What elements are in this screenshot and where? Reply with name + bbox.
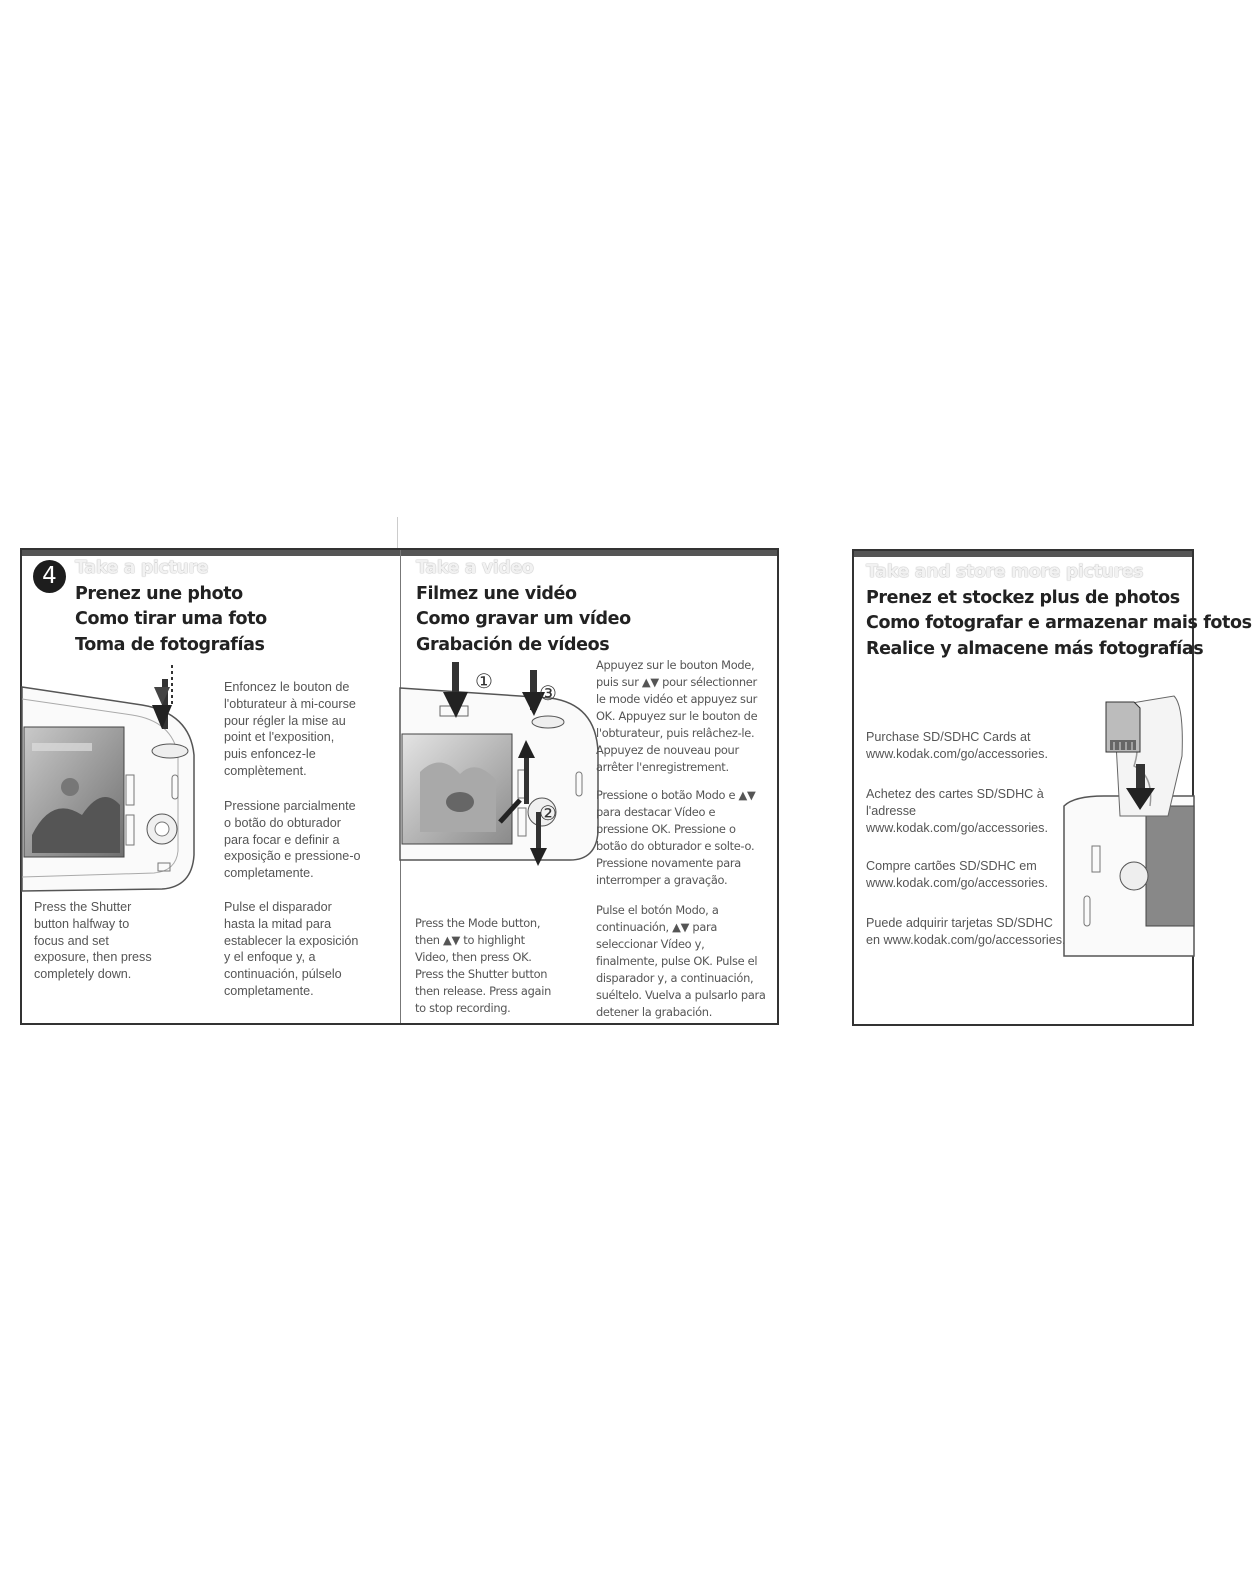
- picture-instructions-pt: Pressione parcialmente o botão do obturador para focar e definir a exposição e pressione-o completamente.: [224, 799, 361, 881]
- video-title-fr: Filmez une vidéo: [416, 583, 577, 604]
- store-title-fr: Prenez et stockez plus de photos: [866, 587, 1180, 608]
- callout-1: ①: [475, 671, 493, 693]
- instruction-panel-capture: [20, 548, 779, 1025]
- store-instructions-fr: Achetez des cartes SD/SDHC à l'adresse www.kodak.com/go/accessories.: [866, 787, 1048, 835]
- video-instructions-pt: Pressione o botão Modo e ▲▼ para destacar Vídeo e pressione OK. Pressione o botão do obturador e solte-o. Pressione novamente para interromper a gravação.: [596, 788, 756, 887]
- callout-2: ②: [539, 803, 557, 825]
- panel-top-bar: [854, 551, 1192, 557]
- store-title-es: Realice y almacene más fotografías: [866, 638, 1204, 659]
- sd-card-icon: [1106, 702, 1140, 752]
- video-title-en: Take a video: [416, 558, 534, 578]
- store-instructions-pt: Compre cartões SD/SDHC em www.kodak.com/go/accessories.: [866, 859, 1048, 890]
- picture-title-en: Take a picture: [75, 558, 209, 578]
- camera-shutter-illustration: [22, 665, 222, 895]
- video-instructions-fr: Appuyez sur le bouton Mode, puis sur ▲▼ pour sélectionner le mode vidéo et appuyez sur OK. Appuyez sur le bouton de l'obturateur, puis relâchez-le. Appuyez de nouveau pour arrêter l'enregistrement.: [596, 658, 758, 774]
- store-title-en: Take and store more pictures: [866, 562, 1144, 582]
- picture-instructions-fr: Enfoncez le bouton de l'obturateur à mi-course pour régler la mise au point et l'exposition, puis enfoncez-le complètement.: [224, 680, 356, 778]
- sd-card-insert-illustration: [1064, 696, 1194, 956]
- store-title-pt: Como fotografar e armazenar mais fotos: [866, 613, 1252, 633]
- video-heading: [416, 556, 631, 658]
- picture-title-pt: Como tirar uma foto: [75, 609, 267, 629]
- picture-heading: [75, 556, 267, 658]
- store-instructions-es: Puede adquirir tarjetas SD/SDHC en www.kodak.com/go/accessories.: [866, 916, 1066, 947]
- page-fold-mark: [397, 517, 398, 549]
- picture-title-es: Toma de fotografías: [75, 634, 265, 655]
- video-title-pt: Como gravar um vídeo: [416, 609, 631, 629]
- video-instructions-es: Pulse el botón Modo, a continuación, ▲▼ para seleccionar Vídeo y, finalmente, pulse OK. Pulse el disparador y, a continuación, suéltelo. Vuelva a pulsarlo para detener la grabación.: [596, 903, 766, 1019]
- instruction-panel-storage: [852, 549, 1252, 1026]
- picture-instructions-en: Press the Shutter button halfway to focus and set exposure, then press completely down.: [34, 900, 152, 982]
- step-number-badge: 4: [33, 560, 66, 593]
- picture-title-fr: Prenez une photo: [75, 583, 243, 604]
- video-title-es: Grabación de vídeos: [416, 634, 610, 655]
- camera-video-illustration: [400, 662, 600, 872]
- store-instructions-en: Purchase SD/SDHC Cards at www.kodak.com/go/accessories.: [866, 730, 1048, 761]
- video-instructions-en: Press the Mode button, then ▲▼ to highlight Video, then press OK. Press the Shutter button then release. Press again to stop recording.: [415, 916, 551, 1015]
- store-heading: [866, 560, 1252, 662]
- picture-instructions-es: Pulse el disparador hasta la mitad para establecer la exposición y el enfoque y, a continuación, púlselo completamente.: [224, 900, 359, 998]
- callout-3: ③: [539, 683, 557, 705]
